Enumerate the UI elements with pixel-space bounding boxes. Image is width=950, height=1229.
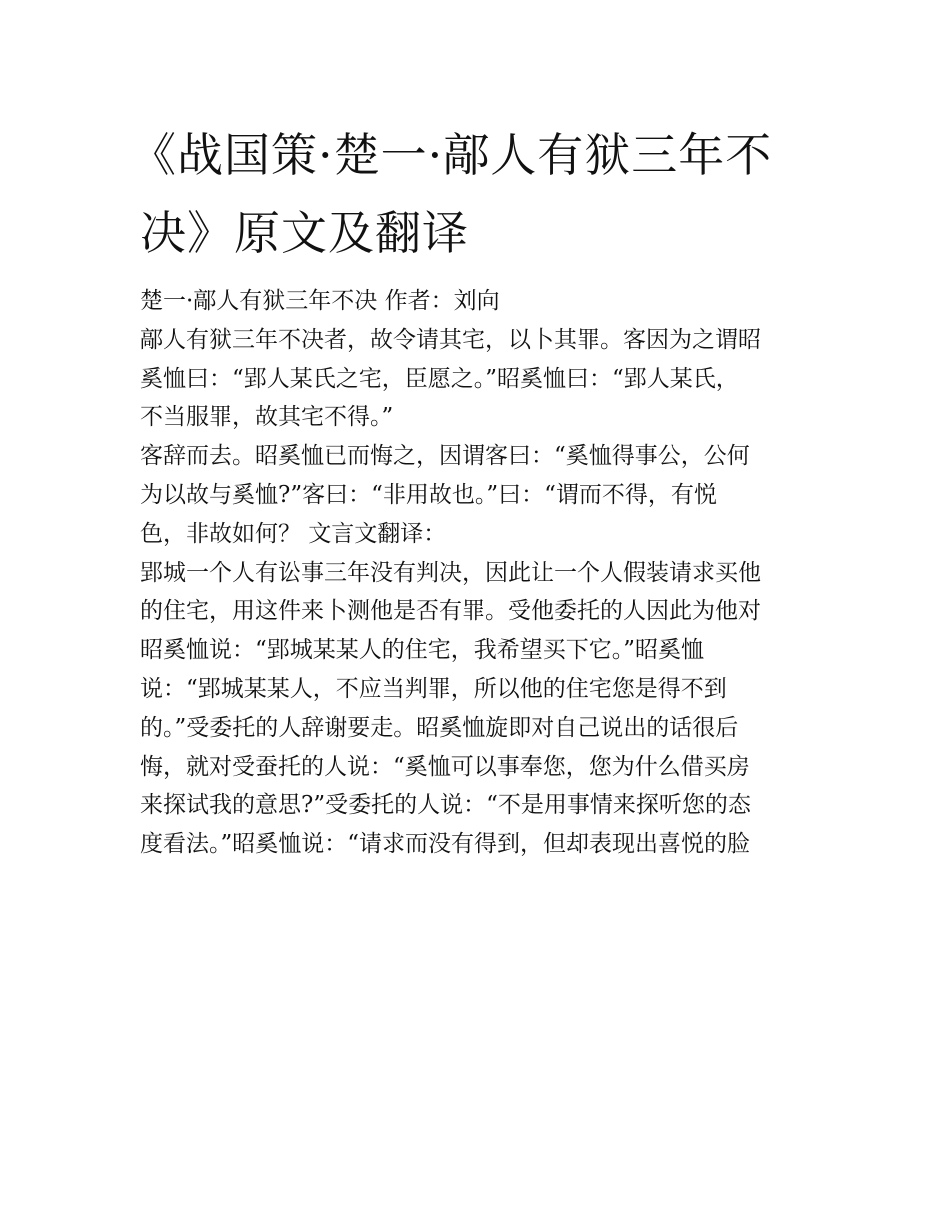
text-line: 鄗人有狱三年不决者，故令请其宅，以卜其罪。客因为之谓昭 bbox=[140, 326, 761, 353]
translation-line: 度看法。”昭奚恤说：“请求而没有得到，但却表现出喜悦的脸 bbox=[140, 831, 751, 858]
translation-line: 说：“郢城某某人，不应当判罪，所以他的住宅您是得不到 bbox=[140, 675, 727, 702]
translation-line: 郢城一个人有讼事三年没有判决，因此让一个人假装请求买他 bbox=[140, 559, 761, 586]
title-line: 决》原文及翻译 bbox=[140, 206, 469, 260]
translation-line: 悔，就对受蚕托的人说：“奚恤可以事奉您，您为什么借买房 bbox=[140, 753, 750, 780]
author-line: 楚一·鄗人有狱三年不决 作者：刘向 bbox=[140, 288, 500, 314]
document-title bbox=[130, 116, 830, 272]
translation-line: 来探试我的意思?”受委托的人说：“不是用事情来探听您的态 bbox=[140, 792, 751, 819]
text-line: 客辞而去。昭奚恤已而悔之，因谓客曰：“奚恤得事公，公何 bbox=[140, 443, 750, 470]
text-line: 为以故与奚恤?”客曰：“非用故也。”曰：“谓而不得，有悦 bbox=[140, 481, 717, 508]
translation-line: 的。”受委托的人辞谢要走。昭奚恤旋即对自己说出的话很后 bbox=[140, 714, 739, 741]
text-line: 色，非故如何？ 文言文翻译： bbox=[140, 520, 447, 547]
text-line: 不当服罪，故其宅不得。” bbox=[140, 404, 394, 431]
translation-line: 昭奚恤说：“郢城某某人的住宅，我希望买下它。”昭奚恤 bbox=[140, 637, 705, 664]
translation-line: 的住宅，用这件来卜测他是否有罪。受他委托的人因此为他对 bbox=[140, 598, 761, 625]
title-line: 《战国策·楚一·鄗人有狱三年不 bbox=[130, 128, 773, 182]
document-body bbox=[140, 282, 830, 864]
text-line: 奚恤曰：“郢人某氏之宅，臣愿之。”昭奚恤曰：“郢人某氏， bbox=[140, 365, 739, 392]
